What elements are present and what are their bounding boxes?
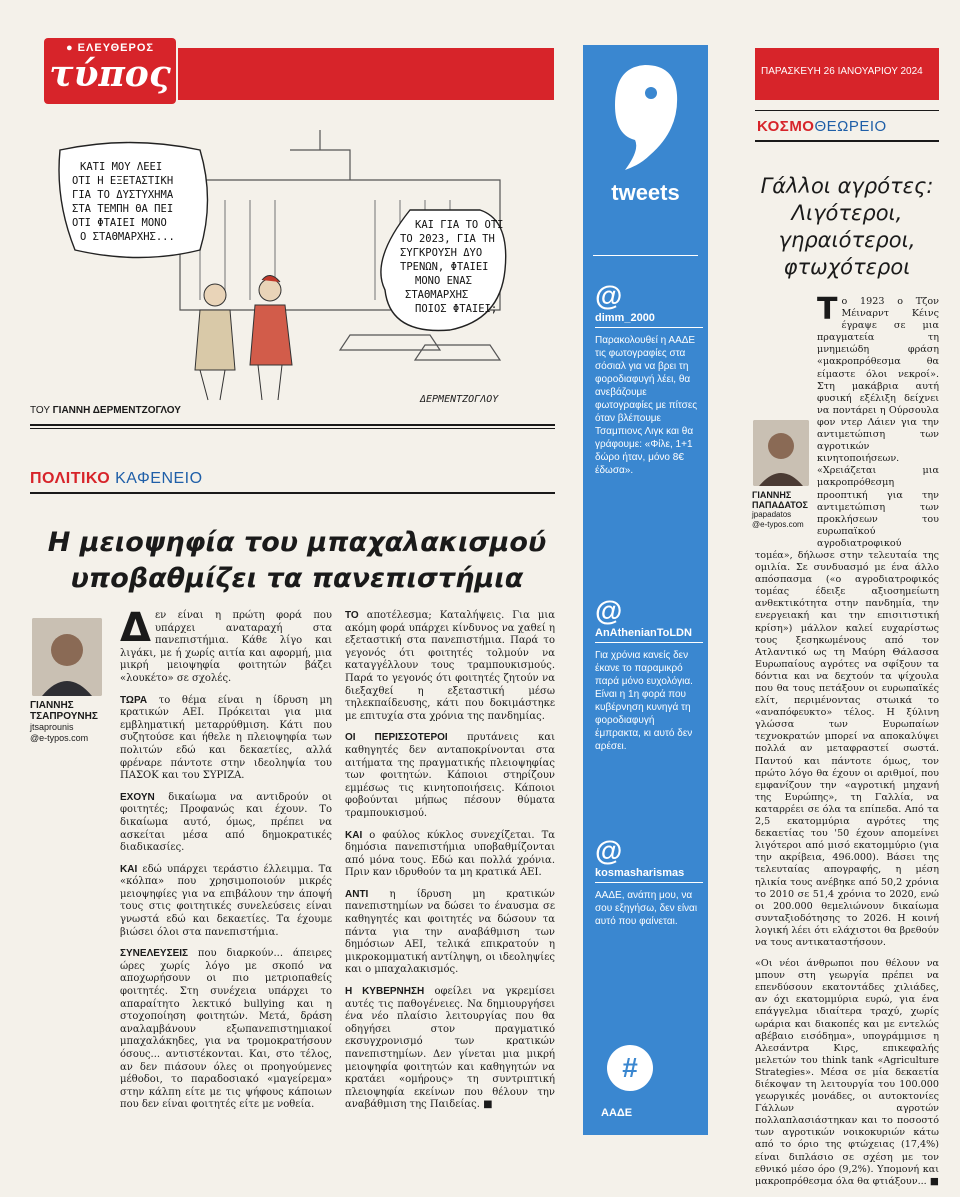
- bubble2-line-4: ΜΟΝΟ ΕΝΑΣ: [415, 275, 472, 287]
- para-6: αποτέλεσμα; Καταλήψεις. Για μια ακόμη φορά υπάρχει κίνδυνος να χαθεί η εξεταστική στα πανεπιστήμια. Παρά το γεγονός ότι φοιτητές τολμούν να καταγγέλλουν τους τραμπουκισμούς. Παρά το γεγονός ότι φοιτητές ζητούν να διεξαχθεί η εξεταστική μέσω τηλεκπαίδευσης, κάτι που δοκιμάστηκε με επιτυχία στα χρόνια της πανδημίας.: [345, 610, 555, 722]
- at-icon: @: [595, 835, 623, 866]
- right-headline-2: Λιγότεροι,: [791, 201, 903, 225]
- article-col-2: [345, 610, 555, 1121]
- bubble2-line-6: ΠΟΙΟΣ ΦΤΑΙΕΙ;: [415, 303, 498, 315]
- headline-line-2: υποβαθμίζει τα πανεπιστήμια: [70, 563, 524, 594]
- rule-top-left-2: [30, 428, 555, 429]
- left-section-bold: ΠΟΛΙΤΙΚΟ: [30, 470, 111, 487]
- tweet-2-handle: AnAthenianToLDN: [595, 627, 703, 643]
- right-article: [755, 292, 939, 1197]
- tweet-1: [595, 280, 703, 477]
- tweets-column: [583, 45, 708, 1135]
- tweet-3: [595, 835, 703, 928]
- right-headline-4: φτωχότεροι: [783, 255, 911, 279]
- tweet-2: [595, 595, 703, 753]
- masthead-small: ● ΕΛΕΥΘΕΡΟΣ: [65, 42, 155, 54]
- author1-email: @e-typos.com: [30, 733, 89, 743]
- rule-top-left: [30, 424, 555, 426]
- para-8: ο φαύλος κύκλος συνεχίζεται. Τα δημόσια πανεπιστήμια υποβαθμίζονται από μόνα τους. Εδώ και πολλά χρόνια. Πριν καν ιδρυθούν τα μη κρατικά ΑΕΙ.: [345, 829, 555, 879]
- author2-name1: ΓΙΑΝΝΗΣ: [752, 490, 792, 500]
- cartoon: [30, 110, 555, 410]
- cartoon-signature: ΔΕΡΜΕΝΤΖΟΓΛΟΥ: [420, 394, 499, 405]
- bubble1-line-1: ΟΤΙ Η ΕΞΕΤΑΣΤΙΚΗ: [72, 175, 174, 187]
- credit-prefix: ΤΟΥ: [30, 405, 53, 416]
- para-2: το θέμα είναι η ίδρυση μη κρατικών ΑΕΙ. Πρόκειται για μια εμβληματική μεταρρύθμιση. Κάτι που συζητούσε και ήθελε η πλειοψηφία των πολιτών εδώ και δεκαετίες, αλλά φρέναρε πάντοτε στην ιδεοληψία του ΠΑΣΟΚ και του ΣΥΡΙΖΑ.: [120, 694, 332, 782]
- rule-section-left: [30, 492, 555, 494]
- para-8-lead: ΚΑΙ: [345, 829, 363, 841]
- author1: [30, 700, 110, 744]
- para-7: πρυτάνεις και καθηγητές δεν ανταποκρίνονται στα αιτήματα της πραγματικής πλειοψηφίας των φοιτητών. Κάποιοι στηρίζουν εμμέσως τις κινητοποιήσεις. Κάποιοι φοβούνται μήπως πέσουν θύματα τραμπουκισμού.: [345, 732, 555, 819]
- para-5: που διαρκούν... άπειρες ώρες χωρίς λόγο με σκοπό να αποχωρήσουν οι πιο μετριοπαθείς φοιτητές. Στη συνέχεια υπάρχει το απαραίτητο λεκτικό bullying και η στοχοποίηση φοιτητών. Μετά, δράση αναλαμβάνουν εξωπανεπιστημιακοί μπαχαλάκηδες, για να τρομοκρατήσουν όσους... αντιστέκονται. Και, στο τέλος, αν δεν πιάσουν όλες οι προηγούμενες μέθοδοι, το παραδοσιακό «μαγείρεμα» στην κάλπη είτε με τις ψήφους κάποιων που δεν είναι φοιτητές είτε με νοθεία.: [120, 948, 332, 1111]
- left-section-title: [30, 470, 203, 488]
- right-para-1: ο 1923 ο Τζον Μέιναρντ Κέινς έγραψε σε μια πραγματεία τη μνημειώδη φράση «μακροπρόθεσμα θα είμαστε όλοι νεκροί». Στη μακάβρια αυτή φυσική εξέλιξη δείχνει να ποντάρει η Ούρσουλα φον ντερ Λάιεν για την αντιμετώπιση των αγροτικών κινητοποιήσεων. «Χρειάζεται μια μακροπρόθεσμη προοπτική για την αντιμετώπιση των προκλήσεων του ευρωπαϊκού αγροδιατροφικού τομέα», δήλωσε στην τελευταία της ομιλία. Σε συνδυασμό με ένα άλλο απόσπασμα («ο αγροδιατροφικός τομέας έδειξε αξιοσημείωτη ανθεκτικότητα στην πανδημία, την ενεργειακή και την επισιτιστική κρίση») μάλλον καλεί ευχαρίστως τους ξεσηκωμένους από τον Ατλαντικό ως τη Μαύρη Θάλασσα Ευρωπαίους αγρότες να σφίξουν τα δόντια και να δεχτούν τα ψίχουλα που θα τους πετάξουν οι ευρωπαϊκές ελίτ, περιμένοντας στωικά το «αναπόφευκτο» τέλος. Η ξύλινη γλώσσα των Ευρωπαίων τεχνοκρατών μπορεί να αποκαλύψει πολλά αν μεταφραστεί σωστά. Παντού και πάντοτε όμως, τον πρώτο λόγο θα έχουν οι αριθμοί, που εμφανίζουν την «αγροτική μηχανή της Ευρώπης», τη Γαλλία, να καταρρέει σε όλα τα επίπεδα. Από τα 2,5 εκατομμύρια αγρότες της δεκαετίας του '50 έχουν απομείνει λιγότεροι από μισό εκατομμύριο (για την ακρίβεια, 496.000). Βάσει της τελευταίας απογραφής, η μέση ηλικία τους ανέβηκε από 50,2 χρόνια το 2010 σε 51,4 χρόνια το 2020, ενώ οι 200.000 θεμελιώνουν δικαίωμα συνταξιοδότησης το 2026. Η κοινή λογική λέει ότι ελάχιστοι θα βρεθούν να τους αντικαταστήσουν.: [755, 296, 939, 948]
- tweet-1-text: Παρακολουθεί η ΑΑΔΕ τις φωτογραφίες στα σόσιαλ για να βρει τη φοροδιαφυγή λέει, θα ανεβάζουμε φωτογραφίες με πίτσες όταν βλέπουμε Τσαμπιονς Λιγκ και θα γράφουμε: «Φίλε, 1+1 δώρο ήταν, μόνο 8€ έδωσα».: [595, 335, 698, 476]
- rule-top-right: [755, 110, 939, 111]
- author1-handle: jtsaprounis: [30, 722, 74, 732]
- at-icon: @: [595, 280, 623, 311]
- para-4-lead: ΚΑΙ: [120, 863, 138, 875]
- right-section-normal: ΘΕΩΡΕΙΟ: [814, 118, 887, 135]
- para-6-lead: ΤΟ: [345, 610, 359, 621]
- bubble2-line-2: ΣΥΓΚΡΟΥΣΗ ΔΥΟ: [400, 247, 483, 259]
- author1-avatar: [32, 618, 102, 696]
- bubble1-line-4: ΟΤΙ ΦΤΑΙΕΙ ΜΟΝΟ: [72, 217, 167, 229]
- dropcap: Δ: [120, 605, 151, 651]
- masthead-logo: [44, 38, 176, 104]
- woman-figure: [250, 275, 292, 400]
- para-5-lead: ΣΥΝΕΛΕΥΣΕΙΣ: [120, 948, 189, 960]
- author2-email: @e-typos.com: [752, 520, 804, 529]
- masthead-bar: [178, 48, 554, 100]
- author2-handle: jpapadatos: [752, 510, 792, 519]
- para-2-lead: ΤΩΡΑ: [120, 694, 148, 706]
- bubble2-line-5: ΣΤΑΘΜΑΡΧΗΣ: [405, 289, 469, 301]
- para-1: εν είναι η πρώτη φορά που υπάρχει αναταραχή στα πανεπιστήμια. Κάθε λίγο και λιγάκι, με ή χωρίς αιτία και αφορμή, μια μικρή μειοψηφία φοιτητών βάζει «λουκέτο» σε σχολές.: [120, 610, 332, 684]
- author2-name2: ΠΑΠΑΔΑΤΟΣ: [752, 500, 808, 510]
- tweet-3-text: ΑΑΔΕ, ανάπη μου, να σου εξηγήσω, δεν είναι αυτό που φαίνεται.: [595, 890, 698, 927]
- tweets-title-rule: [593, 255, 698, 256]
- bubble2-line-0: ΚΑΙ ΓΙΑ ΤΟ ΟΤΙ: [415, 219, 504, 231]
- author1-name2: ΤΣΑΠΡΟΥΝΗΣ: [30, 711, 98, 722]
- para-7-lead: ΟΙ ΠΕΡΙΣΣΟΤΕΡΟΙ: [345, 732, 448, 744]
- para-3: δικαίωμα να αντιδρούν οι φοιτητές; Προφανώς και έχουν. Το δικαίωμα αυτό, όμως, πρέπει να ασκείται μέσα από δημοκρατικές διαδικασίες.: [120, 791, 332, 854]
- man-figure: [195, 284, 235, 400]
- bubble2-line-1: ΤΟ 2023, ΓΙΑ ΤΗ: [400, 233, 495, 245]
- hashtag-icon: #: [607, 1045, 653, 1091]
- right-headline-3: γηραιότεροι,: [778, 228, 916, 252]
- tweets-title: tweets: [611, 180, 680, 205]
- headline-line-1: Η μειοψηφία του μπαχαλακισμού: [47, 527, 547, 558]
- para-4: εδώ υπάρχει τεράστιο έλλειμμα. Τα «κόλπα» που χρησιμοποιούν μικρές μειοψηφίες για να επιβάλουν την άποψή τους στις φοιτητικές συνελεύσεις είναι γνωστά εδώ και δεκαετίες. Τα έχουμε βιώσει όλοι στα πανεπιστήμια.: [120, 863, 332, 938]
- para-10-lead: Η ΚΥΒΕΡΝΗΣΗ: [345, 986, 425, 998]
- right-para-2: «Οι νέοι άνθρωποι που θέλουν να μπουν στη γεωργία πρέπει να επενδύσουν εκατοντάδες χιλιάδες, αν όχι εκατομμύρια ευρώ, για ένα επάγγελμα ιδιαίτερα τραχύ, χωρίς ωράρια και διακοπές και με εντελώς αβέβαιο εισόδημα», υπογράμμισε η Αλεσάντρα Κιρς, επικεφαλής μελετών του think tank «Agriculture Strategies». Μέσα σε μία δεκαετία διέκοψαν τη λειτουργία του 100.000 γεωργικές μονάδες, οι αυτοκτονίες Γάλλων αγροτών πολλαπλασιάστηκαν και το ποσοστό των αγροτικών νοικοκυριών κάτω από το όριο της φτώχειας (17,4%) είναι διπλάσιο σε σχέση με τον εθνικό μέσο όρο (9,2%). Υπομονή και μακροπρόθεσμα όλα θα φτιάξουν... ■: [755, 958, 939, 1187]
- author1-name1: ΓΙΑΝΝΗΣ: [30, 700, 74, 711]
- issue-date: ΠΑΡΑΣΚΕΥΗ 26 ΙΑΝΟΥΑΡΙΟΥ 2024: [761, 66, 923, 77]
- tweet-1-handle: dimm_2000: [595, 312, 703, 328]
- tweet-2-text: Για χρόνια κανείς δεν έκανε το παραμικρό παρά μόνο ευχολόγια. Είναι η 1η φορά που κυβέρνηση κυνηγά τη φοροδιαφυγή έμπρακτα, κι αυτό δεν αρέσει.: [595, 650, 693, 752]
- bird-logo-icon: [605, 55, 685, 175]
- rule-section-right: [755, 140, 939, 142]
- right-headline: [755, 173, 939, 281]
- hashtag-label: ΑΑΔΕ: [601, 1107, 633, 1119]
- tweet-3-handle: kosmasharismas: [595, 867, 703, 883]
- bubble1-line-5: Ο ΣΤΑΘΜΑΡΧΗΣ...: [80, 231, 175, 243]
- cartoon-credit: [30, 405, 181, 416]
- para-10: οφείλει να γκρεμίσει αυτές τις παθογένειες. Να δημιουργήσει ένα νέο πλαίσιο λειτουργίας που θα οδηγήσει στον πραγματικό εκσυγχρονισμό των κρατικών πανεπιστημίων. Δεν γίνεται μια μικρή μειοψηφία φοιτητών και καθηγητών να κρατάει «ομήρους» τη συντριπτική πλειοψηφία εκείνων που θέλουν την αναβάθμιση της Παιδείας. ■: [345, 986, 555, 1111]
- right-headline-1: Γάλλοι αγρότες:: [760, 174, 934, 198]
- right-section-bold: ΚΟΣΜΟ: [757, 118, 815, 135]
- at-icon: @: [595, 595, 623, 626]
- bubble1-line-2: ΓΙΑ ΤΟ ΔΥΣΤΥΧΗΜΑ: [72, 189, 174, 201]
- bubble1-line-3: ΣΤΑ ΤΕΜΠΗ ΘΑ ΠΕΙ: [72, 203, 174, 215]
- para-9: η ίδρυση μη κρατικών πανεπιστημίων να δώσει το έναυσμα σε καθηγητές και φοιτητές να δώσουν τα πάντα για την αναβάθμιση των δημόσιων ΑΕΙ, τελικά επικρατούν η μικροκομματική αντίληψη, οι ιδεοληψίες και ο μπαχαλακισμός.: [345, 888, 555, 976]
- right-dropcap: Τ: [817, 292, 838, 327]
- credit-name: ΓΙΑΝΝΗ ΔΕΡΜΕΝΤΖΟΓΛΟΥ: [52, 405, 181, 416]
- left-section-normal: ΚΑΦΕΝΕΙΟ: [110, 470, 203, 487]
- date-bar: [755, 48, 939, 100]
- para-3-lead: ΕΧΟΥΝ: [120, 791, 155, 803]
- right-section-title: [757, 118, 887, 135]
- para-9-lead: ΑΝΤΙ: [345, 888, 369, 900]
- masthead-big: τύπος: [49, 53, 171, 95]
- bubble1-line-0: ΚΑΤΙ ΜΟΥ ΛΕΕΙ: [80, 161, 163, 173]
- article-headline: [42, 525, 552, 597]
- bubble2-line-3: ΤΡΕΝΩΝ, ΦΤΑΙΕΙ: [400, 261, 489, 273]
- article-col-1: [120, 605, 332, 1121]
